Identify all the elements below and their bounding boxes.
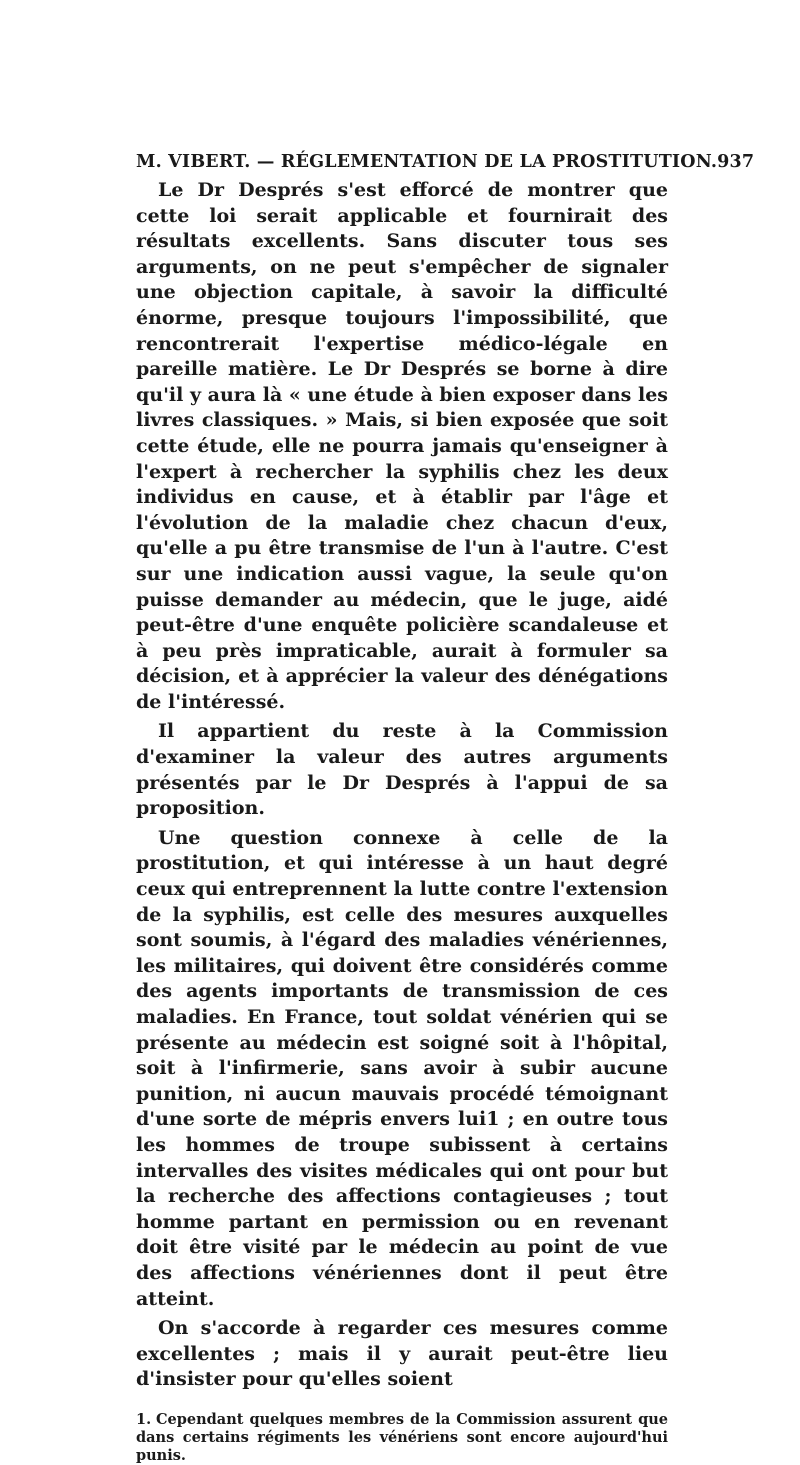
running-header <box>136 150 755 174</box>
footnote-separator <box>136 1397 668 1403</box>
page-number: 937 <box>717 152 755 172</box>
footnote-1 <box>136 1411 668 1465</box>
paragraph-2: Il appartient du reste à la Commission d'examiner la valeur des autres arguments présentés par le Dr Després à l'appui de sa proposition. <box>136 720 668 820</box>
footnote-text: Cependant quelques membres de la Commission assurent que dans certains régiments les vénériens sont encore aujourd'hui punis. <box>136 1410 668 1464</box>
running-title: M. VIBERT. — RÉGLEMENTATION DE LA PROSTITUTION. <box>136 152 718 172</box>
book-page <box>136 150 755 1465</box>
paragraph-3: Une question connexe à celle de la prostitution, et qui intéresse à un haut degré ceux qui entreprennent la lutte contre l'extension de la syphilis, est celle des mesures auxquelles sont soumis, à l'égard des maladies vénériennes, les militaires, qui doivent être considérés comme des agents importants de transmission de ces maladies. En France, tout soldat vénérien qui se présente au médecin est soigné soit à l'hôpital, soit à l'infirmerie, sans avoir à subir aucune punition, ni aucun mauvais procédé témoignant d'une sorte de mépris envers lui1 ; en outre tous les hommes de troupe subissent à certains intervalles des visites médicales qui ont pour but la recherche des affections contagieuses ; tout homme partant en permission ou en revenant doit être visité par le médecin au point de vue des affections vénériennes dont il peut être atteint. <box>136 826 668 1310</box>
footnote-number: 1. <box>136 1410 152 1428</box>
footnotes <box>136 1411 668 1465</box>
body-text <box>136 178 668 1393</box>
paragraph-1: Le Dr Després s'est efforcé de montrer que cette loi serait applicable et fournirait des résultats excellents. Sans discuter tous ses arguments, on ne peut s'empêcher de signaler une objection capitale, à savoir la difficulté énorme, presque toujours l'impossibilité, que rencontrerait l'expertise médico-légale en pareille matière. Le Dr Després se borne à dire qu'il y aura là « une étude à bien exposer dans les livres classiques. » Mais, si bien exposée que soit cette étude, elle ne pourra jamais qu'enseigner à l'expert à rechercher la syphilis chez les deux individus en cause, et à établir par l'âge et l'évolution de la maladie chez chacun d'eux, qu'elle a pu être transmise de l'un à l'autre. C'est sur une indication aussi vague, la seule qu'on puisse demander au médecin, que le juge, aidé peut-être d'une enquête policière scandaleuse et à peu près impraticable, aurait à formuler sa décision, et à apprécier la valeur des dénégations de l'intéressé. <box>136 179 668 713</box>
paragraph-4: On s'accorde à regarder ces mesures comme excellentes ; mais il y aurait peut-être lieu d'insister pour qu'elles soient <box>136 1317 668 1391</box>
